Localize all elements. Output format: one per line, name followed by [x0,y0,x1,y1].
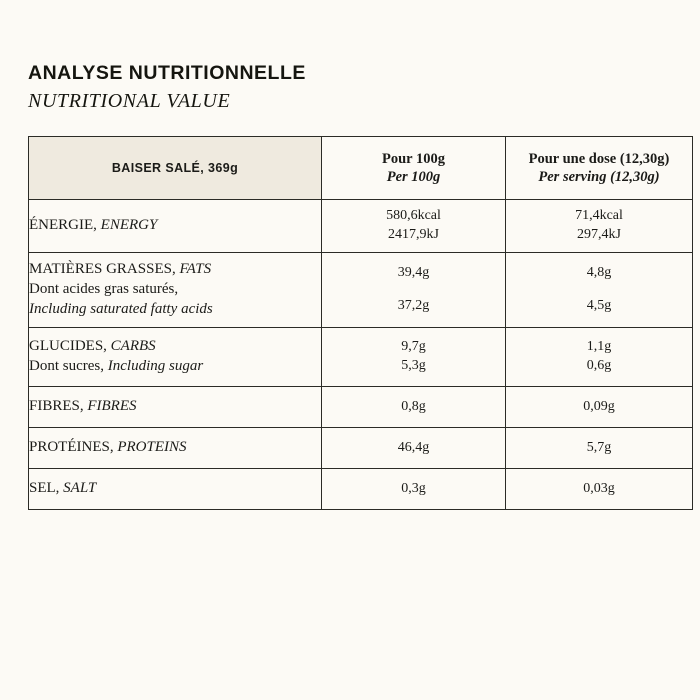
value-line: 5,3g [401,358,426,373]
header-per-100g-en: Per 100g [386,168,441,185]
row-value-dose-energy [506,200,693,253]
row-sublabel-en: Including sugar [107,358,204,374]
row-label-fr: SEL, [29,480,64,497]
value-line: 0,09g [583,398,615,414]
value-line: 0,6g [586,358,612,373]
value-line: 71,4kcal [575,208,623,224]
value-line: 580,6kcal [386,208,441,224]
page-subtitle: NUTRITIONAL VALUE [28,90,231,112]
row-value-per100-fibres [322,387,506,428]
table-row [29,387,693,428]
table-body [29,200,693,510]
row-label-carbs [29,328,322,387]
row-label-en: SALT [63,480,97,497]
value-line: 4,5g [586,298,612,313]
table-row [29,469,693,510]
row-value-per100-energy [322,200,506,253]
row-label-energy [29,200,322,253]
row-label-fr: FIBRES, [29,398,88,415]
page-title: ANALYSE NUTRITIONNELLE [28,62,306,84]
row-sublabel-fr: Dont acides gras saturés, [29,281,179,298]
table-header [29,137,693,200]
value-line: 39,4g [397,265,430,281]
row-value-dose-proteins [506,428,693,469]
row-label-en: ENERGY [100,217,158,234]
header-per-serving [506,137,693,200]
value-line: 0,3g [401,480,426,496]
row-label-en: PROTEINS [117,439,187,456]
value-line: 0,8g [401,398,426,414]
row-label-en: FATS [179,261,212,278]
value-line: 46,4g [397,439,430,455]
value-line: 0,03g [583,480,615,496]
table-header-row [29,137,693,200]
row-label-fr: PROTÉINES, [29,439,118,456]
value-line: 5,7g [586,439,612,455]
row-value-per100-fats [322,253,506,328]
header-per-serving-fr: Pour une dose (12,30g) [528,150,670,167]
header-per-100g-fr: Pour 100g [382,150,445,167]
header-per-100g [322,137,506,200]
row-value-dose-carbs [506,328,693,387]
table-row [29,328,693,387]
value-line: 4,8g [586,265,612,281]
row-label-fats [29,253,322,328]
value-line: 9,7g [401,339,426,355]
row-sublabel-en: Including saturated fatty acids [29,300,213,317]
row-label-en: FIBRES [87,398,137,415]
table-row [29,428,693,469]
row-sublabel [29,357,321,377]
table-row [29,253,693,328]
row-value-dose-fibres [506,387,693,428]
row-value-per100-proteins [322,428,506,469]
value-line: 297,4kJ [577,227,621,242]
row-label-proteins [29,428,322,469]
value-line: 37,2g [397,298,430,313]
row-label-fr: MATIÈRES GRASSES, [29,261,180,278]
nutrition-table [28,136,693,510]
row-label-fr: GLUCIDES, [29,338,111,355]
row-label-salt [29,469,322,510]
row-value-dose-fats [506,253,693,328]
row-value-dose-salt [506,469,693,510]
value-line: 1,1g [586,339,612,355]
row-label-fibres [29,387,322,428]
table-row [29,200,693,253]
page-title-block [28,62,672,113]
row-value-per100-salt [322,469,506,510]
row-sublabel-fr: Dont sucres, [29,358,108,374]
row-label-en: CARBS [110,338,156,355]
header-product-name: BAISER SALÉ, 369g [29,137,322,200]
row-label-fr: ÉNERGIE, [29,217,101,234]
row-value-per100-carbs [322,328,506,387]
header-per-serving-en: Per serving (12,30g) [538,168,660,185]
value-line: 2417,9kJ [388,227,439,242]
